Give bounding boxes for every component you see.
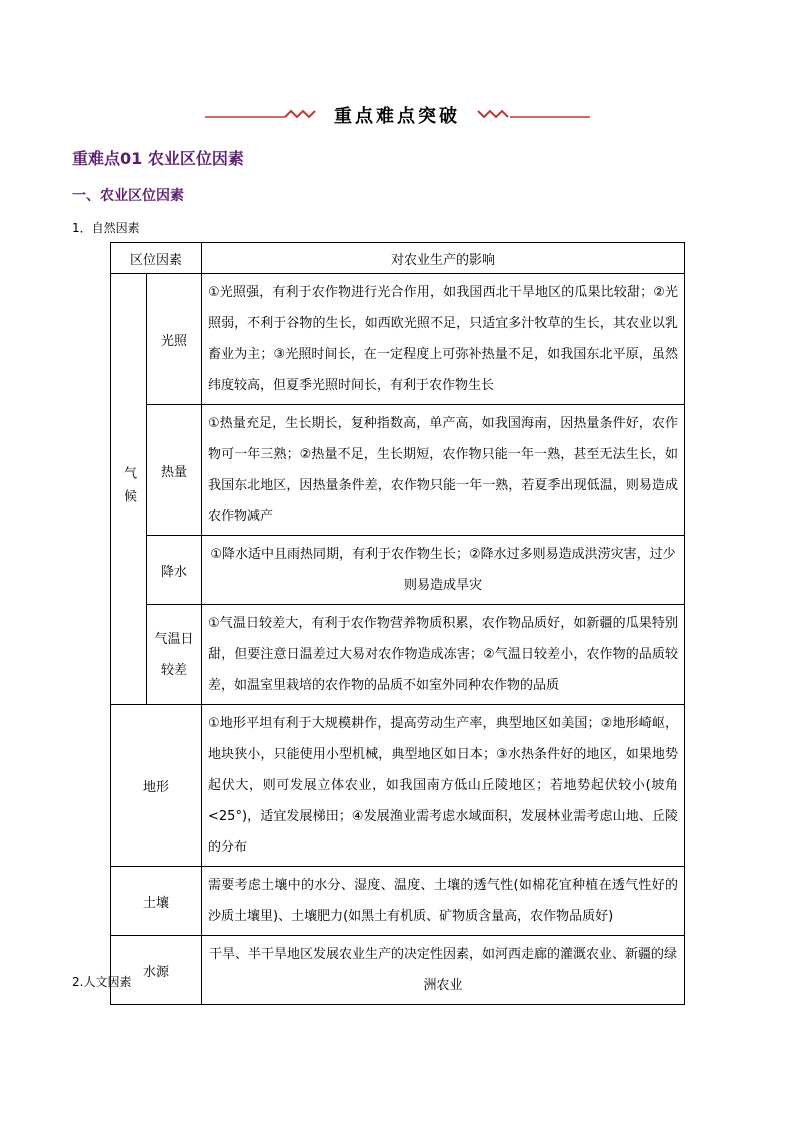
header-factor: 区位因素 (111, 243, 202, 274)
factor-soil: 土壤 (111, 867, 202, 936)
table-row (111, 705, 685, 867)
factor-terrain: 地形 (111, 705, 202, 867)
table-row (111, 936, 685, 1005)
table-row (111, 405, 685, 536)
human-factors-label: 2.人文因素 (72, 975, 132, 989)
sub-title: 一、农业区位因素 (72, 188, 184, 204)
table-row (111, 274, 685, 405)
table-row (111, 536, 685, 605)
impact-temp-range: ①气温日较差大，有利于农作物营养物质积累，农作物品质好，如新疆的瓜果特别甜，但要注意日温差过大易对农作物造成冻害；②气温日较差小，农作物的品质较差，如温室里栽培的农作物的品质不如室外同种农作物的品质 (202, 605, 685, 705)
agri-factors-table (110, 242, 685, 1005)
banner-title: 重点难点突破 (334, 106, 460, 127)
factor-precipitation: 降水 (147, 536, 202, 605)
section-title: 重难点01 农业区位因素 (72, 149, 244, 168)
factor-sunlight: 光照 (147, 274, 202, 405)
factor-water: 水源 (111, 936, 202, 1005)
table-row (111, 605, 685, 705)
impact-sunlight: ①光照强，有利于农作物进行光合作用，如我国西北干旱地区的瓜果比较甜；②光照弱，不利于谷物的生长，如西欧光照不足，只适宜多汁牧草的生长，其农业以乳畜业为主；③光照时间长，在一定程度上可弥补热量不足，如我国东北平原，虽然纬度较高，但夏季光照时间长，有利于农作物生长 (202, 274, 685, 405)
natural-factors-label: 1．自然因素 (72, 221, 140, 235)
table-header-row (111, 243, 685, 274)
impact-terrain: ①地形平坦有利于大规模耕作，提高劳动生产率，典型地区如美国；②地形崎岖，地块狭小，只能使用小型机械，典型地区如日本；③水热条件好的地区，如果地势起伏大，则可发展立体农业，如我国南方低山丘陵地区；若地势起伏较小(坡角<25°)，适宜发展梯田；④发展渔业需考虑水域面积，发展林业需考虑山地、丘陵的分布 (202, 705, 685, 867)
impact-heat: ①热量充足，生长期长，复种指数高，单产高，如我国海南，因热量条件好，农作物可一年三熟；②热量不足，生长期短，农作物只能一年一熟，甚至无法生长，如我国东北地区，因热量条件差，农作物只能一年一熟，若夏季出现低温，则易造成农作物减产 (202, 405, 685, 536)
header-impact: 对农业生产的影响 (202, 243, 685, 274)
impact-precipitation: ①降水适中且雨热同期，有利于农作物生长；②降水过多则易造成洪涝灾害，过少则易造成旱灾 (202, 536, 685, 605)
impact-soil: 需要考虑土壤中的水分、湿度、温度、土壤的透气性(如棉花宜种植在透气性好的沙质土壤里)、土壤肥力(如黑土有机质、矿物质含量高，农作物品质好) (202, 867, 685, 936)
table-row (111, 867, 685, 936)
impact-water: 干旱、半干旱地区发展农业生产的决定性因素，如河西走廊的灌溉农业、新疆的绿洲农业 (202, 936, 685, 1005)
factor-heat: 热量 (147, 405, 202, 536)
factor-temp-range: 气温日较差 (147, 605, 202, 705)
climate-category: 气候 (111, 274, 147, 705)
